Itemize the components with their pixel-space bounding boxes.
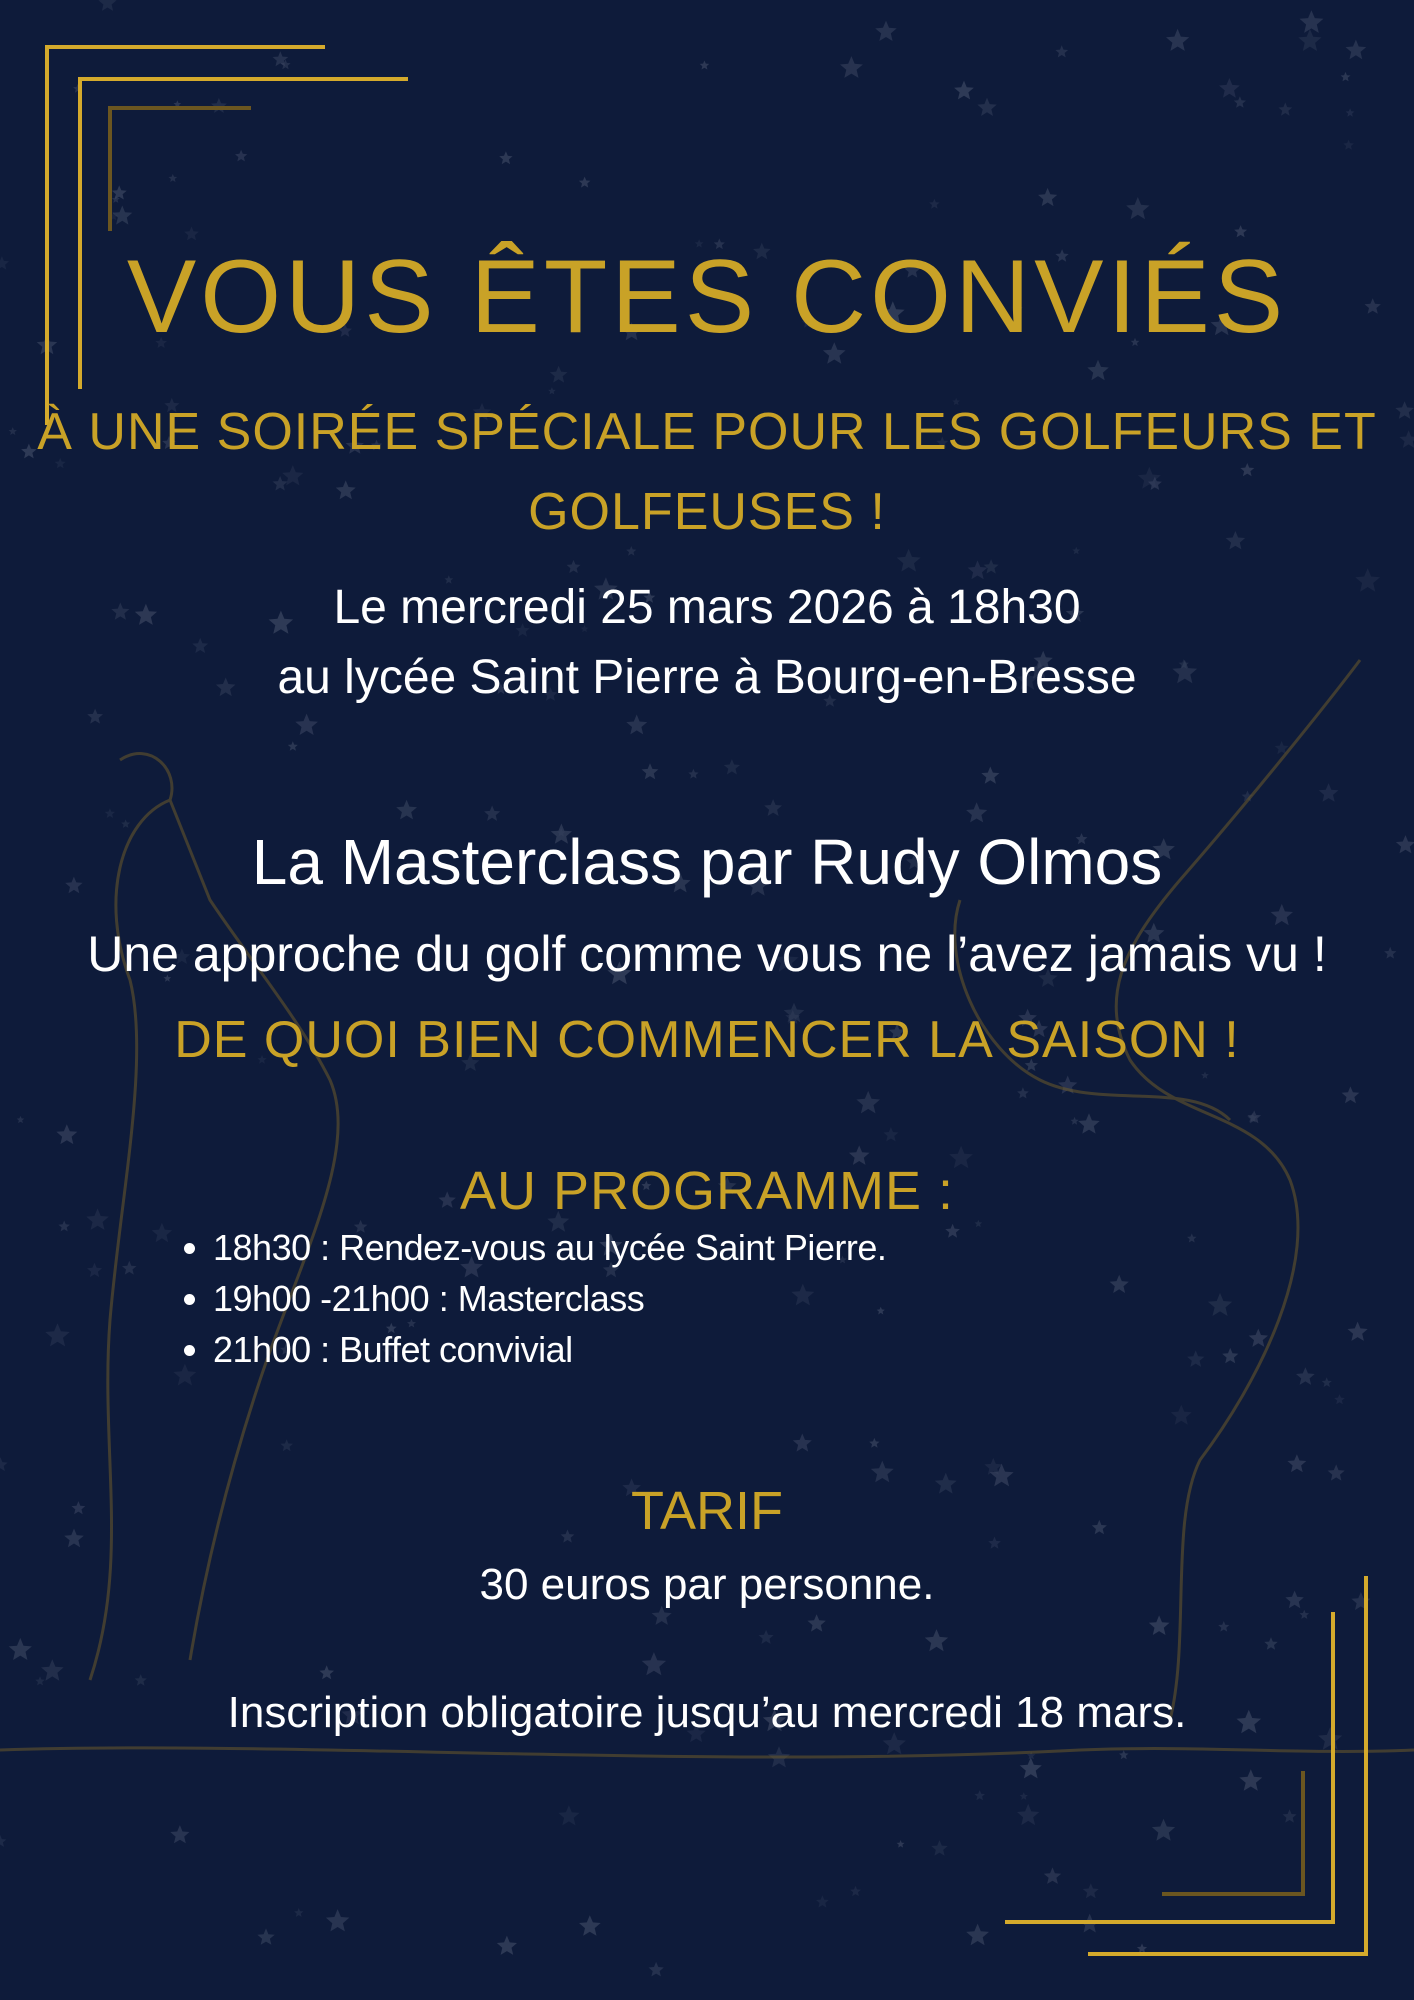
corner-line-top-outer-horizontal — [45, 45, 325, 49]
masterclass-tagline: Une approche du golf comme vous ne l’avez jamais vu ! — [87, 926, 1327, 982]
tarif-text: 30 euros par personne. — [479, 1560, 935, 1609]
corner-line-top-outer-vertical — [45, 45, 49, 425]
season-line: DE QUOI BIEN COMMENCER LA SAISON ! — [174, 1011, 1240, 1069]
corner-line-top-inner-horizontal — [108, 106, 251, 110]
corner-line-bottom-middle-vertical — [1331, 1612, 1335, 1924]
subtitle-line-2: GOLFEUSES ! — [528, 483, 886, 541]
program-list — [175, 1222, 886, 1375]
corner-line-bottom-outer-vertical — [1364, 1576, 1368, 1956]
program-item: • 21h00 : Buffet convivial — [213, 1324, 886, 1375]
event-location: au lycée Saint Pierre à Bourg-en-Bresse — [277, 651, 1137, 704]
program-heading: AU PROGRAMME : — [459, 1161, 955, 1221]
corner-line-top-middle-horizontal — [78, 77, 408, 81]
corner-line-top-inner-vertical — [108, 106, 112, 231]
program-item: • 19h00 -21h00 : Masterclass — [213, 1273, 886, 1324]
corner-line-bottom-outer-horizontal — [1088, 1952, 1368, 1956]
program-item: • 18h30 : Rendez-vous au lycée Saint Pierre. — [213, 1222, 886, 1273]
invitation-title: VOUS ÊTES CONVIÉS — [126, 239, 1288, 355]
event-date: Le mercredi 25 mars 2026 à 18h30 — [333, 581, 1081, 634]
subtitle-line-1: À UNE SOIRÉE SPÉCIALE POUR LES GOLFEURS ET — [37, 403, 1377, 461]
corner-line-bottom-inner-vertical — [1301, 1771, 1305, 1896]
masterclass-title: La Masterclass par Rudy Olmos — [251, 826, 1163, 898]
tarif-heading: TARIF — [631, 1481, 783, 1541]
corner-line-bottom-middle-horizontal — [1005, 1920, 1335, 1924]
registration-deadline: Inscription obligatoire jusqu’au mercredi 18 mars. — [227, 1688, 1187, 1737]
corner-line-bottom-inner-horizontal — [1162, 1892, 1305, 1896]
